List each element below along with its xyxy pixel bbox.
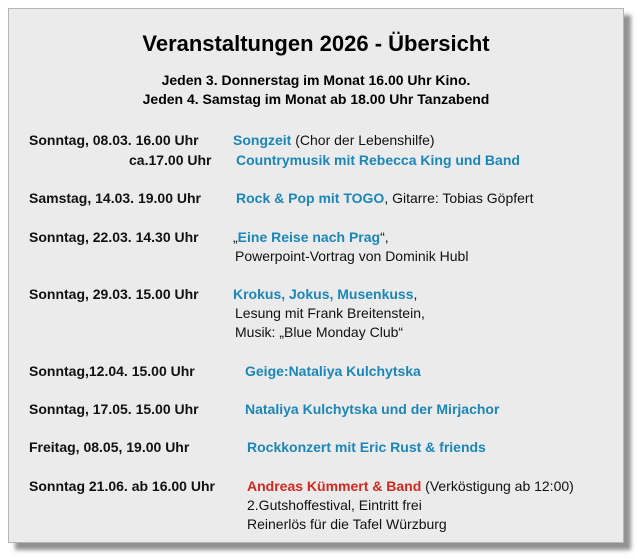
event-highlight: Songzeit: [233, 132, 292, 148]
event-date: Sonntag, 29.03. 15.00 Uhr: [29, 286, 199, 302]
event-highlight: Eine Reise nach Prag: [237, 229, 381, 245]
event-description: [245, 363, 421, 379]
intro-line-tanzabend: Jeden 4. Samstag im Monat ab 18.00 Uhr Tanzabend: [142, 91, 490, 107]
intro-line-kino: Jeden 3. Donnerstag im Monat 16.00 Uhr Kino.: [161, 72, 471, 88]
event-highlight: Nataliya Kulchytska und der Mirjachor: [245, 401, 500, 417]
event-date: Sonntag, 17.05. 15.00 Uhr: [29, 401, 199, 417]
event-time: ca.17.00 Uhr: [129, 152, 212, 168]
event-highlight: Rock & Pop mit TOGO: [236, 190, 385, 206]
event-description: [245, 401, 499, 417]
event-detail: , Gitarre: Tobias Göpfert: [384, 190, 534, 206]
event-detail: Reinerlös für die Tafel Würzburg: [247, 516, 447, 532]
event-highlight: Krokus, Jokus, Musenkuss: [233, 286, 414, 302]
event-description: [247, 478, 574, 494]
event-description: [233, 132, 435, 148]
event-date: Samstag, 14.03. 19.00 Uhr: [29, 190, 201, 206]
event-detail: Musik: „Blue Monday Club“: [235, 324, 404, 340]
event-date: Sonntag, 08.03. 16.00 Uhr: [29, 132, 199, 148]
event-date: Sonntag,12.04. 15.00 Uhr: [29, 363, 195, 379]
event-date: Sonntag, 22.03. 14.30 Uhr: [29, 229, 199, 245]
event-description: [247, 439, 486, 455]
event-description: „Eine Reise nach Prag“,: [233, 229, 389, 245]
event-highlight: Rockkonzert mit Eric Rust & friends: [247, 439, 486, 455]
event-detail: Lesung mit Frank Breitenstein,: [235, 305, 425, 321]
event-overview-panel: [8, 8, 624, 543]
event-detail: Powerpoint-Vortrag von Dominik Hubl: [235, 248, 469, 264]
event-description: [236, 190, 533, 206]
page-title: Veranstaltungen 2026 - Übersicht: [142, 31, 490, 56]
event-detail: (Chor der Lebenshilfe): [291, 132, 435, 148]
event-highlight: Countrymusik mit Rebecca King und Band: [236, 152, 520, 168]
event-detail: (Verköstigung ab 12:00): [421, 478, 574, 494]
event-description: [236, 152, 520, 168]
event-highlight: Geige:Nataliya Kulchytska: [245, 363, 421, 379]
event-highlight: Andreas Kümmert & Band: [247, 478, 422, 494]
event-date: Freitag, 08.05, 19.00 Uhr: [29, 439, 190, 455]
event-description: Krokus, Jokus, Musenkuss,: [233, 286, 418, 302]
event-detail: 2.Gutshoffestival, Eintritt frei: [247, 497, 422, 513]
event-date: Sonntag 21.06. ab 16.00 Uhr: [29, 478, 215, 494]
